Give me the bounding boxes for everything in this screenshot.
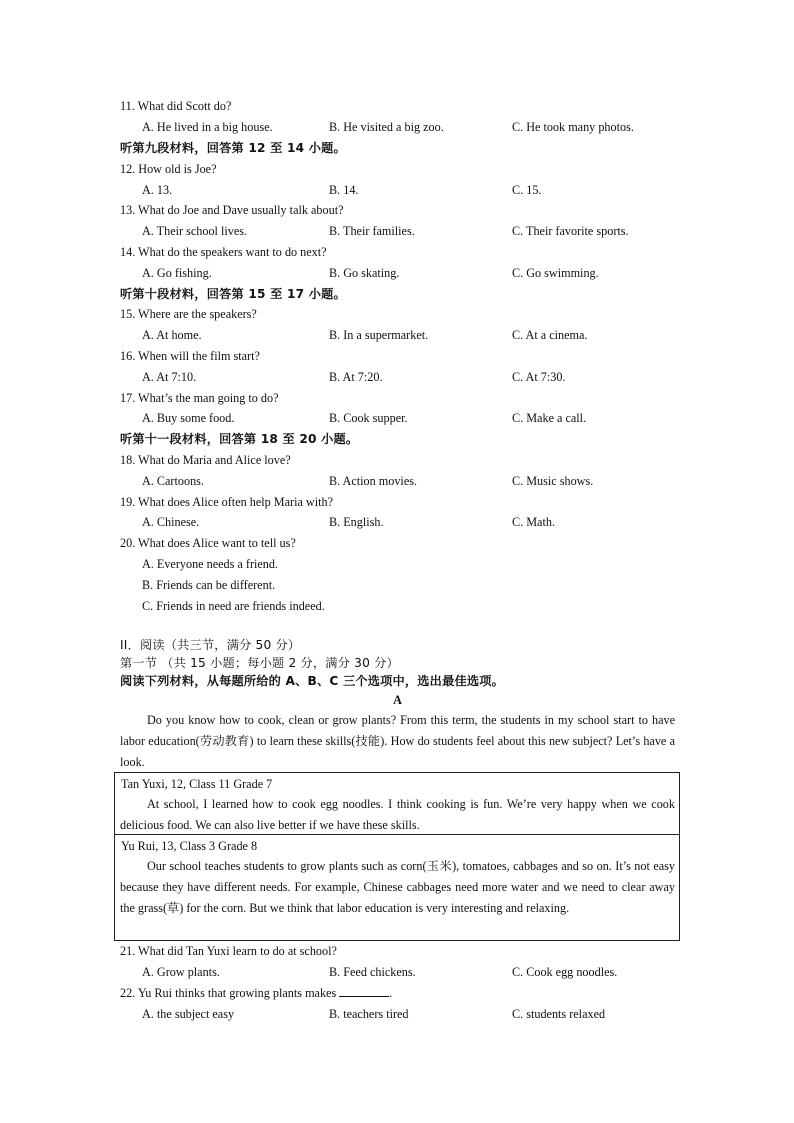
question-15: 15. Where are the speakers? xyxy=(120,307,257,321)
q14-option-a: A. Go fishing. xyxy=(142,266,212,280)
section-10-instruction: 听第十段材料，回答第 15 至 17 小题。 xyxy=(120,287,346,301)
question-20: 20. What does Alice want to tell us? xyxy=(120,536,296,550)
q21-option-b: B. Feed chickens. xyxy=(329,965,416,979)
student-box-1 xyxy=(114,772,680,835)
q12-option-c: C. 15. xyxy=(512,183,542,197)
q19-option-b: B. English. xyxy=(329,515,384,529)
part-2-title: II．阅读（共三节，满分 50 分） xyxy=(120,638,301,652)
q18-option-a: A. Cartoons. xyxy=(142,474,204,488)
question-17: 17. What’s the man going to do? xyxy=(120,391,279,405)
student-2-text: Our school teaches students to grow plants such as corn(玉米), tomatoes, cabbages and so on. It’s not easy because they have different needs. For example, Chinese cabbages need more water and we need to clear away the grass(草) for the corn. But we think that labor education is very interesting and relaxing. xyxy=(120,859,675,915)
q19-option-a: A. Chinese. xyxy=(142,515,200,529)
q14-option-b: B. Go skating. xyxy=(329,266,400,280)
q21-option-c: C. Cook egg noodles. xyxy=(512,965,618,979)
q19-option-c: C. Math. xyxy=(512,515,555,529)
q15-option-b: B. In a supermarket. xyxy=(329,328,429,342)
q21-option-a: A. Grow plants. xyxy=(142,965,220,979)
passage-label: A xyxy=(393,693,402,707)
q22-stem: 22. Yu Rui thinks that growing plants makes xyxy=(120,986,337,1000)
question-18: 18. What do Maria and Alice love? xyxy=(120,453,291,467)
question-19: 19. What does Alice often help Maria with? xyxy=(120,495,333,509)
answer-blank xyxy=(339,985,389,997)
q13-option-a: A. Their school lives. xyxy=(142,224,248,238)
passage-intro: Do you know how to cook, clean or grow plants? From this term, the students in my school start to have labor education(劳动教育) to learn these skills(技能). How do students feel about this new subject? Let’s have a look. xyxy=(120,713,675,769)
section-9-instruction: 听第九段材料，回答第 12 至 14 小题。 xyxy=(120,141,346,155)
q15-option-a: A. At home. xyxy=(142,328,202,342)
q13-option-c: C. Their favorite sports. xyxy=(512,224,629,238)
q12-option-a: A. 13. xyxy=(142,183,173,197)
question-13: 13. What do Joe and Dave usually talk about? xyxy=(120,203,344,217)
q14-option-c: C. Go swimming. xyxy=(512,266,599,280)
q22-option-b: B. teachers tired xyxy=(329,1007,409,1021)
q20-option-b: B. Friends can be different. xyxy=(142,578,276,592)
question-12: 12. How old is Joe? xyxy=(120,162,217,176)
q18-option-c: C. Music shows. xyxy=(512,474,594,488)
student-1-name: Tan Yuxi, 12, Class 11 Grade 7 xyxy=(121,777,273,791)
part-2-instruction: 阅读下列材料，从每题所给的 A、B、C 三个选项中，选出最佳选项。 xyxy=(120,674,505,688)
q22-option-c: C. students relaxed xyxy=(512,1007,606,1021)
q22-stem-end: . xyxy=(389,986,393,1000)
q17-option-b: B. Cook supper. xyxy=(329,411,408,425)
question-22 xyxy=(120,985,392,1001)
student-1-text: At school, I learned how to cook egg noodles. I think cooking is fun. We’re very happy when we cook delicious food. We can also live better if we have these skills. xyxy=(120,797,675,832)
question-14: 14. What do the speakers want to do next? xyxy=(120,245,327,259)
q11-option-b: B. He visited a big zoo. xyxy=(329,120,444,134)
part-2-section-1: 第一节 （共 15 小题；每小题 2 分，满分 30 分） xyxy=(120,656,399,670)
question-11: 11. What did Scott do? xyxy=(120,99,232,113)
q16-option-c: C. At 7:30. xyxy=(512,370,566,384)
student-box-2 xyxy=(114,835,680,941)
q12-option-b: B. 14. xyxy=(329,183,359,197)
question-16: 16. When will the film start? xyxy=(120,349,260,363)
question-21: 21. What did Tan Yuxi learn to do at school? xyxy=(120,944,337,958)
q22-option-a: A. the subject easy xyxy=(142,1007,235,1021)
q18-option-b: B. Action movies. xyxy=(329,474,418,488)
q15-option-c: C. At a cinema. xyxy=(512,328,588,342)
q20-option-c: C. Friends in need are friends indeed. xyxy=(142,599,325,613)
q17-option-a: A. Buy some food. xyxy=(142,411,235,425)
student-2-name: Yu Rui, 13, Class 3 Grade 8 xyxy=(121,839,258,853)
q11-option-a: A. He lived in a big house. xyxy=(142,120,273,134)
q17-option-c: C. Make a call. xyxy=(512,411,587,425)
q16-option-a: A. At 7:10. xyxy=(142,370,197,384)
section-11-instruction: 听第十一段材料，回答第 18 至 20 小题。 xyxy=(120,432,359,446)
q16-option-b: B. At 7:20. xyxy=(329,370,383,384)
q20-option-a: A. Everyone needs a friend. xyxy=(142,557,279,571)
q11-option-c: C. He took many photos. xyxy=(512,120,634,134)
q13-option-b: B. Their families. xyxy=(329,224,415,238)
